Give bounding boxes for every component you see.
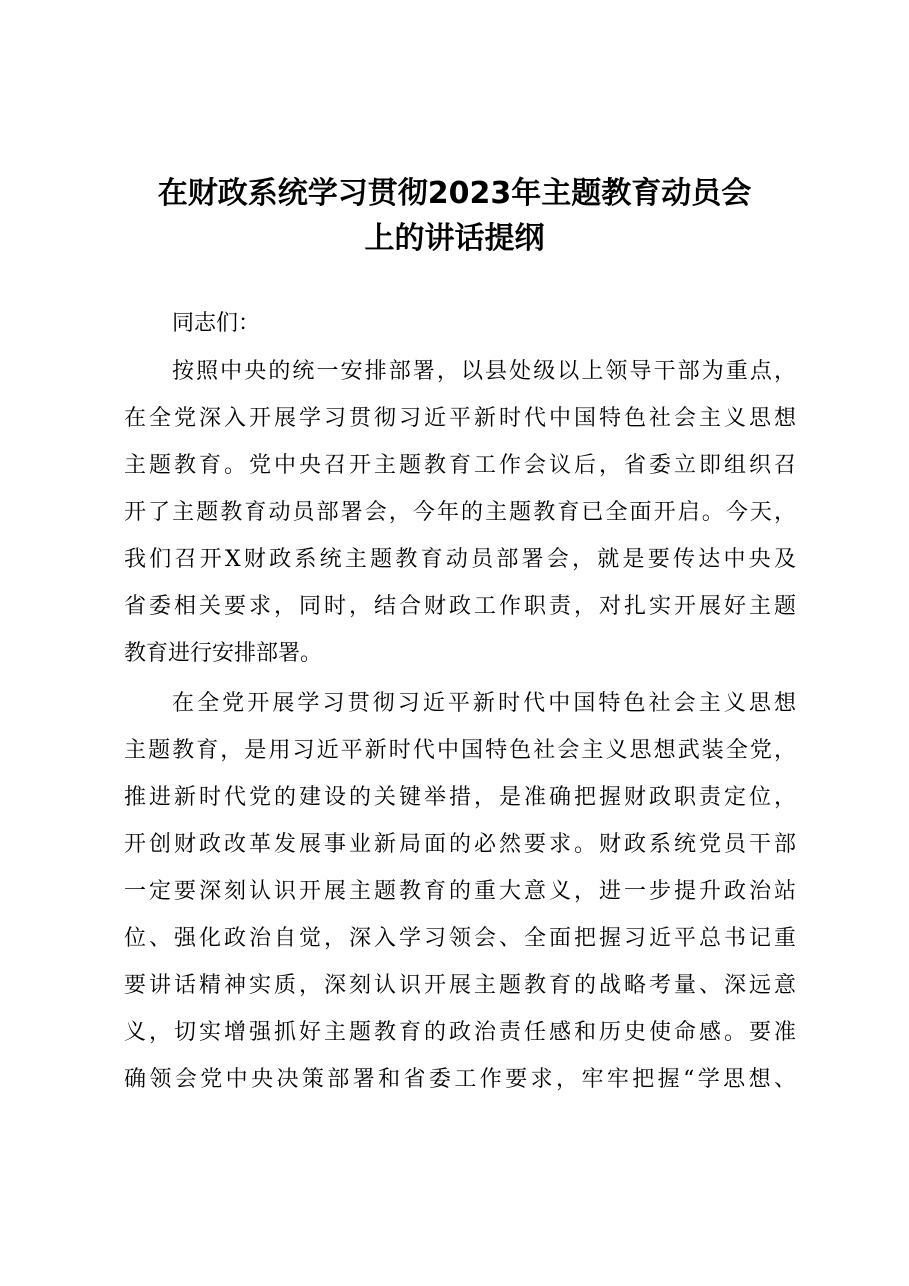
paragraph-line: 位、强化政治自觉，深入学习领会、全面把握习近平总书记重	[124, 926, 796, 951]
paragraph-line: 按照中央的统一安排部署，以县处级以上领导干部为重点，	[172, 359, 796, 384]
paragraph-line: 义，切实增强抓好主题教育的政治责任感和历史使命感。要准	[124, 1020, 796, 1045]
document-title-line-1: 在财政系统学习贯彻2023年主题教育动员会	[157, 176, 752, 211]
paragraph-line: 在全党深入开展学习贯彻习近平新时代中国特色社会主义思想	[124, 406, 796, 431]
paragraph-line: 教育进行安排部署。	[124, 641, 323, 666]
greeting: 同志们：	[172, 311, 261, 336]
paragraph-line: 开创财政改革发展事业新局面的必然要求。财政系统党员干部	[124, 832, 796, 857]
paragraph-line: 我们召开X财政系统主题教育动员部署会，就是要传达中央及	[124, 547, 796, 572]
paragraph-line: 确领会党中央决策部署和省委工作要求，牢牢把握“学思想、	[124, 1067, 796, 1092]
document-title-line-2: 上的讲话提纲	[364, 221, 545, 256]
paragraph-line: 开了主题教育动员部署会，今年的主题教育已全面开启。今天，	[124, 500, 796, 525]
paragraph-line: 主题教育。党中央召开主题教育工作会议后，省委立即组织召	[124, 453, 796, 478]
paragraph-line: 一定要深刻认识开展主题教育的重大意义，进一步提升政治站	[124, 879, 796, 904]
paragraph-line: 要讲话精神实质，深刻认识开展主题教育的战略考量、深远意	[124, 973, 796, 998]
paragraph-line: 推进新时代党的建设的关键举措，是准确把握财政职责定位，	[124, 785, 796, 810]
paragraph-line: 主题教育，是用习近平新时代中国特色社会主义思想武装全党，	[124, 738, 796, 763]
paragraph-line: 在全党开展学习贯彻习近平新时代中国特色社会主义思想	[172, 691, 796, 716]
paragraph-line: 省委相关要求，同时，结合财政工作职责，对扎实开展好主题	[124, 594, 796, 619]
